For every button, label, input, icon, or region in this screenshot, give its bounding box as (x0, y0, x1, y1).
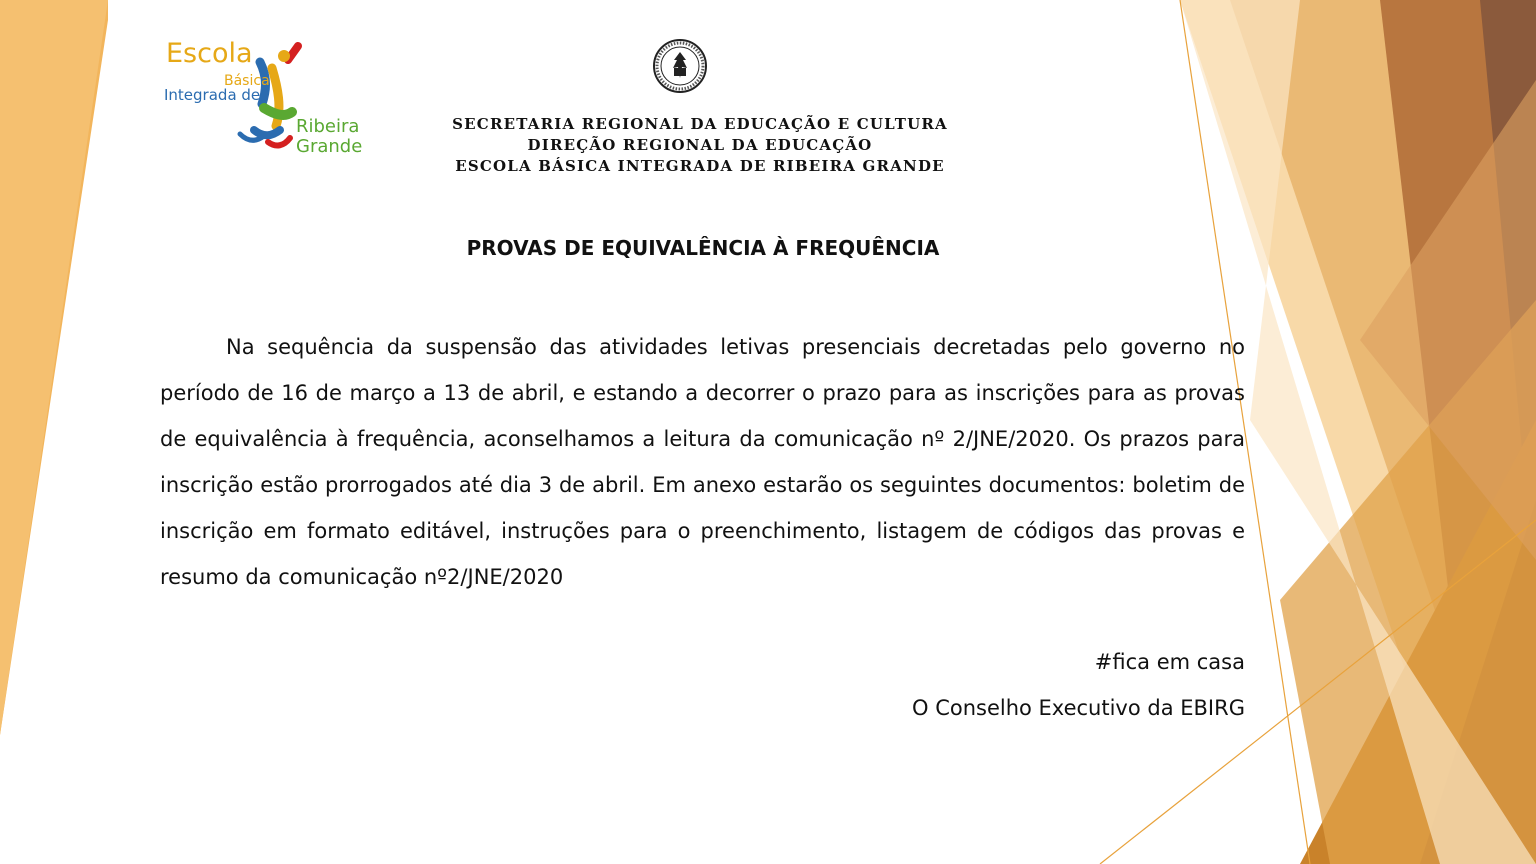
document-title: PROVAS DE EQUIVALÊNCIA À FREQUÊNCIA (466, 236, 940, 260)
logo-word-grande: Grande (296, 136, 363, 157)
header-line-escola: ESCOLA BÁSICA INTEGRADA DE RIBEIRA GRANDE (455, 157, 945, 175)
logo-word-escola: Escola (166, 38, 253, 69)
logo-word-ribeira: Ribeira (296, 116, 360, 137)
institution-header (440, 114, 960, 177)
regional-seal-icon (652, 38, 708, 94)
header-line-direcao: DIREÇÃO REGIONAL DA EDUCAÇÃO (527, 136, 873, 154)
logo-word-integrada: Integrada de (164, 86, 261, 104)
body-paragraph: Na sequência da suspensão das atividades letivas presenciais decretadas pelo governo no período de 16 de março a 13 de abril, e estando a decorrer o prazo para as inscrições para as provas de equivalência à frequência, aconselhamos a leitura da comunicação nº 2/JNE/2020. Os prazos para inscrição estão prorrogados até dia 3 de abril. Em anexo estarão os seguintes documentos: boletim de inscrição em formato editável, instruções para o preenchimento, listagem de códigos das provas e resumo da comunicação nº2/JNE/2020 (160, 335, 1245, 589)
header-line-secretaria: SECRETARIA REGIONAL DA EDUCAÇÃO E CULTURA (452, 115, 948, 133)
school-logo (160, 38, 370, 163)
hashtag-line: #fica em casa (1094, 650, 1245, 674)
logo-word-basica: Básica (224, 73, 270, 89)
signature-line: O Conselho Executivo da EBIRG (911, 696, 1245, 720)
